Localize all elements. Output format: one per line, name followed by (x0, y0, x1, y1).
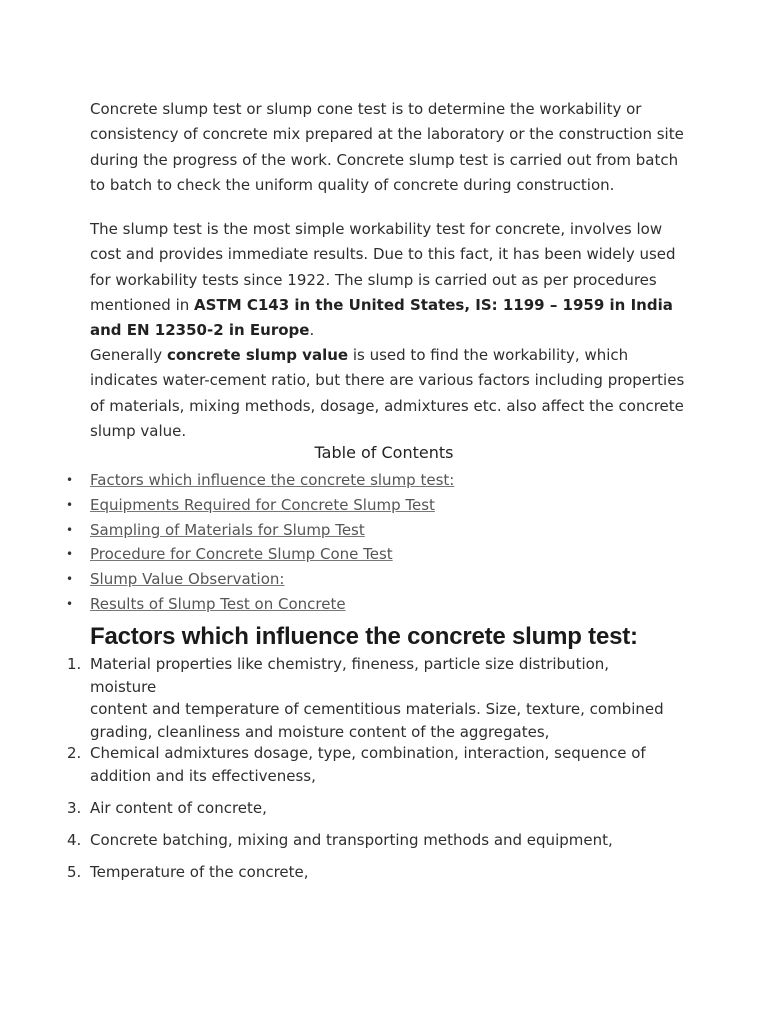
toc-link-observation[interactable]: Slump Value Observation: (90, 570, 285, 589)
factor-text-line: Material properties like chemistry, fineness, particle size distribution, moisture (90, 655, 610, 696)
factor-text-line: content and temperature of cementitious materials. Size, texture, combined grading, cleanliness and moisture content of the aggregates, (90, 700, 664, 741)
list-number: 5. (67, 863, 82, 881)
toc-link-results[interactable]: Results of Slump Test on Concrete (90, 594, 346, 613)
intro-paragraph-1: Concrete slump test or slump cone test is to determine the workability or consistency of concrete mix prepared at the laboratory or the construction site during the progress of the work. Concrete slump test is carried out from batch to batch to check the uniform quality of concrete during construction. (90, 100, 684, 194)
bullet-icon: • (66, 522, 74, 537)
bullet-icon: • (66, 473, 74, 487)
toc-link-sampling[interactable]: Sampling of Materials for Slump Test (90, 520, 365, 539)
toc-link-procedure[interactable]: Procedure for Concrete Slump Cone Test (90, 545, 393, 564)
list-number: 4. (67, 831, 82, 849)
factor-text: Chemical admixtures dosage, type, combination, interaction, sequence of addition and its effectiveness, (90, 744, 646, 785)
toc-link-factors[interactable]: Factors which influence the concrete slump test: (90, 471, 455, 489)
bullet-icon: • (66, 547, 74, 562)
bullet-icon: • (66, 497, 74, 512)
intro-paragraph-3 (90, 343, 690, 444)
list-number: 1. (67, 655, 82, 673)
factor-text (90, 653, 680, 743)
bullet-icon: • (66, 596, 74, 611)
intro-paragraph-2-end: . (309, 321, 315, 340)
slump-value-term: concrete slump value (166, 346, 349, 364)
toc-link-equipments[interactable]: Equipments Required for Concrete Slump Test (90, 495, 435, 514)
list-number: 2. (67, 744, 82, 762)
intro-paragraph-3-text: Generally (90, 346, 167, 364)
bullet-icon: • (66, 572, 74, 587)
standards-reference: ASTM C143 in the United States, IS: 1199 – 1959 in India and EN 12350-2 in Europe (90, 295, 673, 340)
list-number: 3. (67, 799, 82, 817)
factor-text: Air content of concrete, (90, 799, 267, 817)
intro-paragraph-3-end: is used to find the workability, which indicates water-cement ratio, but there are various factors including properties of materials, mixing methods, dosage, admixtures etc. also affect the concrete slump value. (90, 346, 685, 440)
intro-paragraph-2 (90, 217, 690, 343)
toc-title: Table of Contents (314, 443, 454, 462)
factor-text: Temperature of the concrete, (90, 863, 309, 881)
factor-text: Concrete batching, mixing and transporting methods and equipment, (90, 831, 613, 849)
intro-paragraph-2-text: The slump test is the most simple workability test for concrete, involves low cost and provides immediate results. Due to this fact, it has been widely used for workability tests since 1922. The slump is carried out as per procedures mentioned in (90, 220, 676, 314)
section-heading: Factors which influence the concrete slump test: (90, 623, 638, 650)
